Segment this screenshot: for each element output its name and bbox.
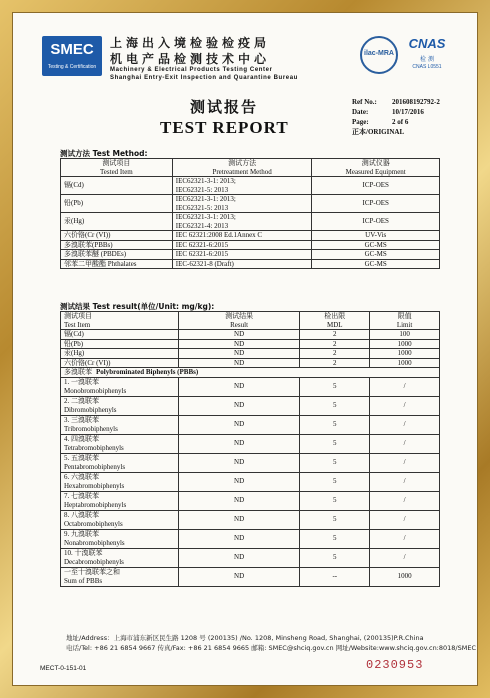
method-tested-item: 邻苯二甲酸酯 Phthalates — [61, 259, 173, 269]
result-mdl: 2 — [300, 339, 370, 349]
date-value: 10/17/2016 — [392, 108, 424, 116]
method-section-title: 测试方法 Test Method: — [60, 149, 148, 158]
method-equipment: ICP-OES — [312, 213, 440, 231]
method-tested-item: 多溴联苯醚 (PBDEs) — [61, 250, 173, 260]
ilac-text: ilac-MRA — [364, 50, 394, 57]
method-tested-item: 汞(Hg) — [61, 213, 173, 231]
method-pretreatment-line: IEC62321-4: 2013 — [175, 221, 229, 230]
result-test-item — [61, 339, 179, 349]
result-row — [61, 396, 440, 415]
method-equipment: GC-MS — [312, 259, 440, 269]
result-test-item-line: 汞(Hg) — [64, 349, 85, 357]
reference-block — [352, 97, 440, 137]
result-limit: 100 — [370, 330, 440, 340]
method-pretreatment — [172, 195, 312, 213]
result-test-item-line: Hexabromobiphenyls — [64, 481, 125, 490]
result-test-item-line: Heptabromobiphenyls — [64, 500, 127, 509]
result-header-line: 检出限 — [324, 312, 346, 320]
result-value: ND — [178, 491, 300, 510]
method-pretreatment-line: IEC 62321:2008 Ed.1Annex C — [175, 231, 263, 239]
result-test-item — [61, 349, 179, 359]
org-name-cn-1: 上海出入境检验检疫局 — [110, 36, 271, 50]
result-value: ND — [178, 415, 300, 434]
result-row — [61, 510, 440, 529]
cnas-cn-text: 检 测 — [420, 56, 434, 63]
result-mdl: 5 — [300, 472, 370, 491]
result-test-item-line: 6. 六溴联苯 — [64, 473, 99, 481]
method-table — [60, 158, 440, 269]
method-tested-item: 铅(Pb) — [61, 195, 173, 213]
result-row — [61, 415, 440, 434]
method-header-equip — [312, 159, 440, 177]
smec-logo — [42, 36, 102, 76]
method-pretreatment-line: IEC 62321-6:2015 — [175, 240, 229, 249]
serial-number: 0230953 — [366, 658, 424, 672]
result-value: ND — [178, 396, 300, 415]
method-row — [61, 177, 440, 195]
result-limit: 1000 — [370, 349, 440, 359]
method-pretreatment — [172, 231, 312, 241]
result-test-item-line: 10. 十溴联苯 — [64, 549, 103, 557]
result-test-item — [61, 510, 179, 529]
result-mdl: 2 — [300, 358, 370, 368]
footer-phone-web: 电话/Tel: +86 21 6854 9667 传真/Fax: +86 21 6854 9665 邮箱: SMEC@shciq.gov.cn 网址/Website:www.shciq.gov.cn:8018/SMEC — [66, 644, 476, 652]
result-test-item-line: 8. 八溴联苯 — [64, 511, 99, 519]
org-name-en-2: Shanghai Entry-Exit Inspection and Quarantine Bureau — [110, 75, 298, 81]
result-limit: / — [370, 529, 440, 548]
org-name-en-1: Machinery & Electrical Products Testing Center — [110, 67, 273, 73]
method-row — [61, 259, 440, 269]
result-test-item-line: 1. 一溴联苯 — [64, 378, 99, 386]
pbb-group-row — [61, 368, 440, 378]
result-test-item-line: Monobromobiphenyls — [64, 386, 127, 395]
method-equipment: GC-MS — [312, 250, 440, 260]
result-test-item — [61, 415, 179, 434]
result-test-item — [61, 491, 179, 510]
result-header-line: Result — [230, 320, 249, 329]
method-header-line: Pretreatment Method — [212, 167, 272, 176]
result-value: ND — [178, 472, 300, 491]
method-equipment: ICP-OES — [312, 177, 440, 195]
date-label: Date: — [352, 108, 369, 116]
result-limit: 1000 — [370, 567, 440, 586]
method-row — [61, 240, 440, 250]
result-limit: / — [370, 396, 440, 415]
result-test-item-line: Nonabromobiphenyls — [64, 538, 125, 547]
result-header-line: MDL — [327, 320, 343, 329]
result-row — [61, 548, 440, 567]
result-test-item — [61, 472, 179, 491]
method-row — [61, 231, 440, 241]
result-test-item — [61, 548, 179, 567]
result-mdl: 5 — [300, 510, 370, 529]
result-value: ND — [178, 330, 300, 340]
result-test-item-line: 5. 五溴联苯 — [64, 454, 99, 462]
method-header-line: Tested Item — [100, 167, 133, 176]
method-pretreatment-line: IEC-62321-8 (Draft) — [175, 259, 234, 268]
result-test-item — [61, 396, 179, 415]
method-row — [61, 250, 440, 260]
method-pretreatment-line: IEC 62321-6:2015 — [175, 250, 229, 258]
result-limit: / — [370, 434, 440, 453]
method-pretreatment-line: IEC62321-3-1: 2013; — [175, 195, 236, 203]
result-test-item-line: 铅(Pb) — [64, 339, 84, 348]
result-test-item-line: Tribromobiphenyls — [64, 424, 118, 433]
method-header-line: Measured Equipment — [345, 167, 406, 176]
result-value: ND — [178, 377, 300, 396]
method-equipment: GC-MS — [312, 240, 440, 250]
result-value: ND — [178, 529, 300, 548]
pbb-header-cn: 多溴联苯 — [64, 368, 92, 376]
method-pretreatment — [172, 259, 312, 269]
result-limit: 1000 — [370, 339, 440, 349]
method-header-line: 测试方法 — [228, 159, 257, 167]
cnas-logo — [404, 34, 450, 78]
pbb-group-header — [61, 368, 440, 378]
page-value: 2 of 6 — [392, 118, 409, 126]
method-tested-item: 多溴联苯(PBBs) — [61, 240, 173, 250]
pbb-header-en: Polybrominated Biphenyls (PBBs) — [96, 368, 199, 376]
result-test-item-line: 4. 四溴联苯 — [64, 435, 99, 443]
method-header-line: 测试仪器 — [361, 159, 390, 167]
method-header-line: 测试项目 — [102, 159, 131, 167]
logo-text: SMEC — [50, 41, 94, 58]
result-row — [61, 358, 440, 368]
result-row — [61, 491, 440, 510]
result-limit: / — [370, 510, 440, 529]
cnas-number: CNAS L0551 — [412, 64, 442, 70]
result-value: ND — [178, 453, 300, 472]
result-mdl: 5 — [300, 434, 370, 453]
method-header-method — [172, 159, 312, 177]
result-table — [60, 311, 440, 587]
result-header-line: 测试项目 — [64, 312, 92, 320]
ref-label: Ref No.: — [352, 98, 377, 106]
result-value: ND — [178, 548, 300, 567]
result-limit: 1000 — [370, 358, 440, 368]
method-pretreatment — [172, 213, 312, 231]
method-equipment: UV-Vis — [312, 231, 440, 241]
method-pretreatment-line: IEC62321-3-1: 2013; — [175, 177, 236, 185]
result-limit: / — [370, 491, 440, 510]
method-equipment: ICP-OES — [312, 195, 440, 213]
result-value: ND — [178, 567, 300, 586]
result-header-mdl — [300, 312, 370, 330]
result-mdl: 2 — [300, 349, 370, 359]
result-value: ND — [178, 358, 300, 368]
result-row — [61, 330, 440, 340]
logo-subtext: Testing & Certification — [47, 64, 97, 70]
method-row — [61, 213, 440, 231]
result-test-item — [61, 453, 179, 472]
method-header-item — [61, 159, 173, 177]
page-label: Page: — [352, 118, 369, 126]
result-limit: / — [370, 472, 440, 491]
cnas-text: CNAS — [408, 36, 446, 51]
ref-value: 201608192792-2 — [392, 98, 440, 106]
result-limit: / — [370, 548, 440, 567]
result-header-result — [178, 312, 300, 330]
result-row — [61, 453, 440, 472]
method-pretreatment — [172, 240, 312, 250]
result-header-limit — [370, 312, 440, 330]
footer-address: 地址/Address：上海市浦东新区民生路 1208 号 (200135) /No. 1208, Minsheng Road, Shanghai, (200135)P.R.China — [66, 634, 424, 642]
result-mdl: 5 — [300, 453, 370, 472]
result-value: ND — [178, 339, 300, 349]
result-test-item — [61, 567, 179, 586]
result-test-item — [61, 529, 179, 548]
result-row — [61, 472, 440, 491]
result-mdl: 5 — [300, 377, 370, 396]
org-name-cn-2: 机电产品检测技术中心 — [110, 52, 271, 66]
report-title-en: TEST REPORT — [160, 118, 289, 137]
result-header-line: Test Item — [64, 320, 91, 329]
result-test-item-line: 镉(Cd) — [64, 330, 84, 338]
result-test-item-line: Dibromobiphenyls — [64, 405, 117, 414]
letterhead — [42, 30, 452, 86]
result-test-item-line: 9. 九溴联苯 — [64, 530, 99, 538]
result-row — [61, 434, 440, 453]
result-test-item-line: 7. 七溴联苯 — [64, 492, 99, 500]
result-limit: / — [370, 415, 440, 434]
method-pretreatment-line: IEC62321-3-1: 2013; — [175, 213, 236, 221]
result-header-line: Limit — [396, 320, 413, 329]
result-mdl: 5 — [300, 491, 370, 510]
result-test-item-line: 3. 三溴联苯 — [64, 416, 99, 424]
result-value: ND — [178, 434, 300, 453]
result-row — [61, 349, 440, 359]
result-row — [61, 339, 440, 349]
method-tested-item: 镉(Cd) — [61, 177, 173, 195]
method-header-row — [61, 159, 440, 177]
original-mark: 正本/ORIGINAL — [352, 128, 405, 136]
result-limit: / — [370, 377, 440, 396]
result-test-item — [61, 377, 179, 396]
method-pretreatment — [172, 177, 312, 195]
document-number: MECT-0-151-01 — [40, 665, 87, 672]
result-mdl: 5 — [300, 396, 370, 415]
result-mdl: 5 — [300, 415, 370, 434]
result-mdl: -- — [300, 567, 370, 586]
report-title-cn: 测试报告 — [190, 98, 259, 116]
result-header-line: 测试结果 — [225, 312, 254, 320]
method-row — [61, 195, 440, 213]
result-row — [61, 529, 440, 548]
result-test-item-line: 六价铬(Cr (VI)) — [64, 358, 111, 367]
result-header-line: 限值 — [397, 312, 412, 320]
method-pretreatment — [172, 250, 312, 260]
result-test-item — [61, 330, 179, 340]
result-value: ND — [178, 349, 300, 359]
result-header-row — [61, 312, 440, 330]
result-mdl: 5 — [300, 548, 370, 567]
result-mdl: 2 — [300, 330, 370, 340]
result-header-item — [61, 312, 179, 330]
result-limit: / — [370, 453, 440, 472]
ilac-mra-logo — [360, 36, 398, 74]
result-test-item-line: Pentabromobiphenyls — [64, 462, 126, 471]
result-row — [61, 377, 440, 396]
method-pretreatment-line: IEC62321-5: 2013 — [175, 185, 229, 194]
result-test-item-line: Sum of PBBs — [64, 576, 103, 585]
result-mdl: 5 — [300, 529, 370, 548]
result-value: ND — [178, 510, 300, 529]
method-tested-item: 六价铬(Cr (VI)) — [61, 231, 173, 241]
result-test-item-line: Octabromobiphenyls — [64, 519, 123, 528]
result-test-item-line: Tetrabromobiphenyls — [64, 443, 124, 452]
footer-contact — [66, 633, 476, 653]
result-test-item-line: Decabromobiphenyls — [64, 557, 124, 566]
result-row — [61, 567, 440, 586]
result-test-item — [61, 434, 179, 453]
method-pretreatment-line: IEC62321-5: 2013 — [175, 203, 229, 212]
result-test-item-line: 一至十溴联苯之和 — [64, 568, 120, 576]
result-test-item-line: 2. 二溴联苯 — [64, 397, 99, 405]
result-test-item — [61, 358, 179, 368]
result-section-title: 测试结果 Test result(单位/Unit: mg/kg): — [60, 302, 215, 311]
